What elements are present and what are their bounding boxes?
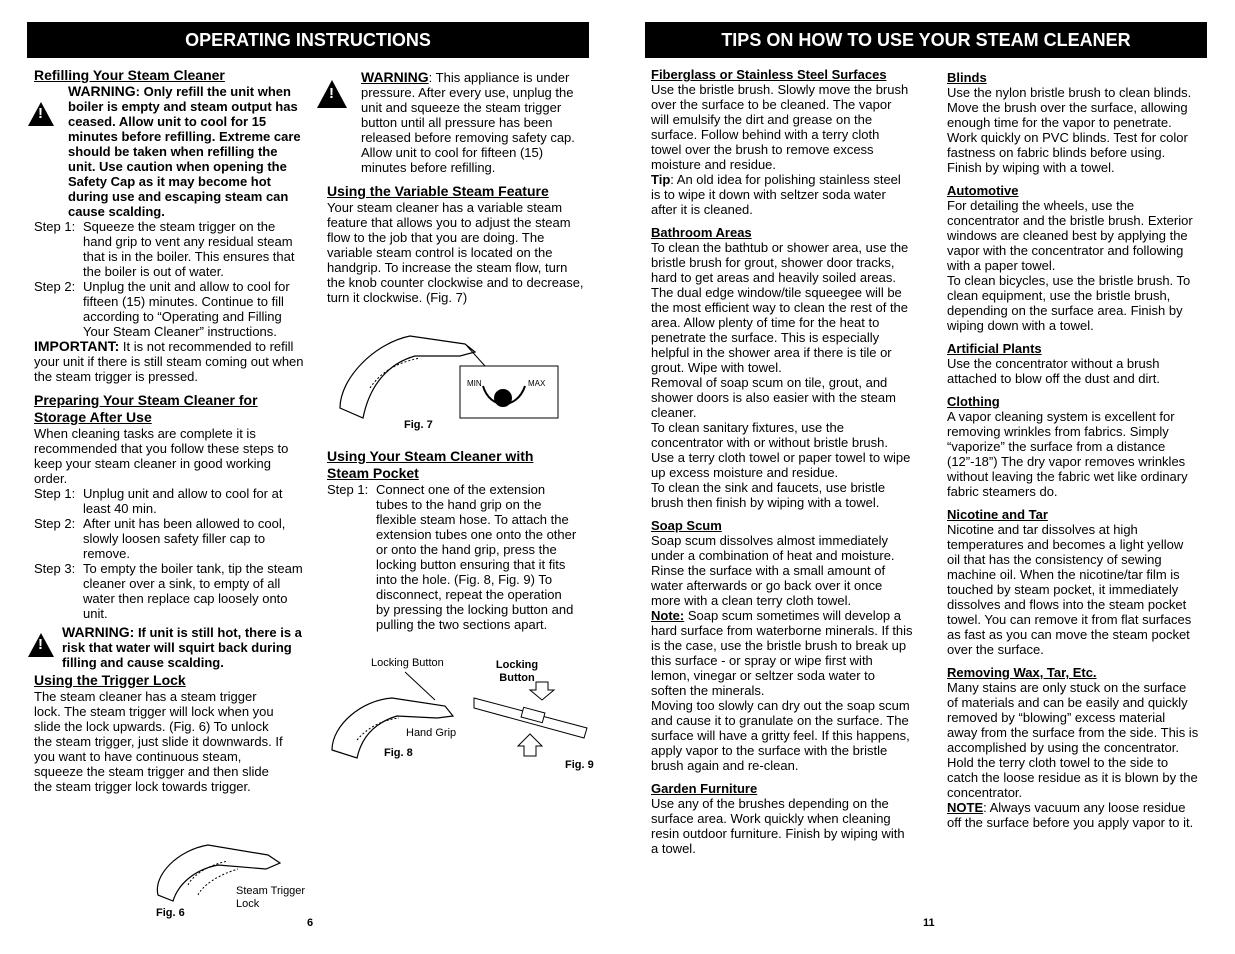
- tip-text: To clean bicycles, use the bristle brush. To clean equipment, use the bristle brush, depending on the surface area. Finish by wiping down with a towel.: [947, 273, 1191, 333]
- tip-heading-nicotine: Nicotine and Tar: [947, 507, 1048, 522]
- right-banner: TIPS ON HOW TO USE YOUR STEAM CLEANER: [645, 22, 1207, 58]
- refill-warning: [34, 84, 306, 219]
- steam-trigger-lock-label: Steam Trigger Lock: [236, 885, 306, 910]
- tip-text: To clean the bathtub or shower area, use the bristle brush for grout, shower door tracks, hard to get areas and heavily soiled areas. The dual edge window/tile squeegee will be the most efficient way to clean the rest of the area. Allow plenty of time for the heat to penetrate the surface. This is especially helpful in the shower area if there is tile or grout. Wipe with towel.: [651, 240, 909, 375]
- warning-icon: !: [28, 102, 54, 126]
- storage-heading: Preparing Your Steam Cleaner for Storage After Use: [34, 392, 258, 425]
- tip-text: To clean sanitary fixtures, use the concentrator with or without bristle brush. Use a terry cloth towel or paper towel to wipe up excess moisture and residue.: [651, 420, 911, 480]
- pocket-step-1: Step 1: Connect one of the extension tubes to the hand grip on the flexible steam hose. To attach the extension tubes one onto the other or onto the hand grip, press the locking button ensuring that it fits into the hole. (Fig. 8, Fig. 9) To disconnect, repeat the operation by pressing the locking button and pulling the two sections apart.: [327, 482, 577, 632]
- storage-step-1: Step 1: Unplug unit and allow to cool for at least 40 min.: [34, 486, 283, 516]
- refill-step-1: Step 1: Squeeze the steam trigger on the hand grip to vent any residual steam that is in the boiler. This ensures that the boiler is out of water.: [34, 219, 295, 279]
- tip-heading-wax: Removing Wax, Tar, Etc.: [947, 665, 1097, 680]
- warning-icon: !: [317, 80, 347, 108]
- variable-heading: Using the Variable Steam Feature: [327, 183, 549, 199]
- fig7-caption: Fig. 7: [404, 419, 433, 431]
- fig6-caption: Fig. 6: [156, 907, 185, 919]
- tip-text: Soap scum dissolves almost immediately under a combination of heat and moisture. Rinse the surface with a small amount of water afterwards or go back over it once more with a clean terry cloth towel.: [651, 533, 895, 608]
- tip-heading-blinds: Blinds: [947, 70, 987, 85]
- tip-heading-soap-scum: Soap Scum: [651, 518, 722, 533]
- storage-step-3: Step 3: To empty the boiler tank, tip the steam cleaner over a sink, to empty of all water then replace cap loosely onto unit.: [34, 561, 303, 621]
- variable-text: Your steam cleaner has a variable steam feature that allows you to adjust the steam flow to the job that you are doing. The variable steam control is located on the handgrip. To increase the steam flow, turn the knob counter clockwise and to decrease, turn it clockwise. (Fig. 7): [327, 200, 584, 305]
- tip-heading-plants: Artificial Plants: [947, 341, 1042, 356]
- tips-column-a: [651, 67, 913, 856]
- warning-text: : Only refill the unit when boiler is empty and steam output has ceased. Allow unit to cool for 15 minutes before refilling. Extreme care should be taken when refilling the unit. Use caution when opening the Safety Cap as it may become hot during use and escaping steam can cause scalding.: [68, 84, 301, 219]
- warning-label: WARNING: [68, 83, 136, 99]
- fig9-caption: Fig. 9: [565, 759, 594, 771]
- pressure-warning: ! WARNING: This appliance is under pressure. After every use, unplug the unit and squeeze the steam trigger button until all pressure has been released before removing safety cap. Allow unit to cool for fifteen (15) minutes before refilling.: [327, 70, 587, 175]
- tip-text: Use the concentrator without a brush attached to blow off the dust and dirt.: [947, 356, 1160, 386]
- warning-icon: !: [28, 633, 54, 657]
- tip-heading-automotive: Automotive: [947, 183, 1019, 198]
- storage-step-2: Step 2: After unit has been allowed to cool, slowly loosen safety filler cap to remove.: [34, 516, 286, 561]
- tip-text: NOTE: Always vacuum any loose residue off the surface before you apply vapor to it.: [947, 800, 1194, 830]
- hand-grip-label: Hand Grip: [406, 727, 457, 739]
- fig8-caption: Fig. 8: [384, 747, 413, 759]
- important-note: IMPORTANT: It is not recommended to refill your unit if there is still steam coming out when the steam trigger is pressed.: [34, 338, 304, 384]
- tip-text: To clean the sink and faucets, use bristle brush then finish by wiping with a towel.: [651, 480, 886, 510]
- min-label: MIN: [467, 379, 482, 388]
- trigger-heading: Using the Trigger Lock: [34, 672, 186, 688]
- refill-step-2: Step 2: Unplug the unit and allow to cool for fifteen (15) minutes. Continue to fill according to “Operating and Filling Your Steam Cleaner” instructions.: [34, 279, 290, 339]
- page-number-right: 11: [923, 917, 935, 929]
- tip-heading-clothing: Clothing: [947, 394, 1000, 409]
- refill-heading: Refilling Your Steam Cleaner: [34, 67, 225, 83]
- fig9-tube-illustration: [472, 680, 592, 760]
- tip-text: Moving too slowly can dry out the soap scum and cause it to granulate on the surface. The surface will have a gritty feel. If this happens, apply vapor to the surface with the bristle brush again and re-clean.: [651, 698, 910, 773]
- tip-text: Tip: An old idea for polishing stainless steel is to wipe it down with seltzer soda water after it is cleaned.: [651, 172, 901, 217]
- tip-heading-garden: Garden Furniture: [651, 781, 758, 796]
- tip-heading-bathroom: Bathroom Areas: [651, 225, 752, 240]
- tip-text: Use the nylon bristle brush to clean blinds. Move the brush over the surface, allowing enough time for the vapor to penetrate. Work quickly on PVC blinds. Test for color fastness on fabric blinds before using. Finish by wiping with a towel.: [947, 85, 1192, 175]
- tip-text: Use any of the brushes depending on the surface area. Work quickly when cleaning resin outdoor furniture. Finish by wiping with a towel.: [651, 796, 905, 856]
- storage-warning: ! WARNING: If unit is still hot, there is a risk that water will squirt back during filling and cause scalding.: [34, 625, 306, 670]
- left-banner: OPERATING INSTRUCTIONS: [27, 22, 589, 58]
- fig7-variable-steam-illustration: [335, 328, 560, 420]
- tip-text: A vapor cleaning system is excellent for removing wrinkles from fabrics. Simply “vaporize” the surface from a distance (12”-18”) The dry vapor removes wrinkles without leaving the fabric wet like ordinary fabric steamers do.: [947, 409, 1188, 499]
- tip-text: Use the bristle brush. Slowly move the brush over the surface to be cleaned. The vapor will emulsify the dirt and grease on the surface. Follow behind with a terry cloth towel over the brush to remove excess moisture and residue.: [651, 82, 909, 172]
- locking-button-label-fig9: Locking Button: [495, 659, 539, 684]
- pocket-section: [327, 448, 579, 632]
- max-label: MAX: [528, 379, 546, 388]
- tip-text: Removal of soap scum on tile, grout, and shower doors is also easier with the steam cleaner.: [651, 375, 896, 420]
- pocket-heading: Using Your Steam Cleaner with Steam Pocket: [327, 448, 534, 481]
- tip-heading-fiberglass: Fiberglass or Stainless Steel Surfaces: [651, 67, 887, 82]
- trigger-text: The steam cleaner has a steam trigger lock. The steam trigger will lock when you slide the lock upwards. (Fig. 6) To unlock the steam trigger, just slide it downwards. If you want to have continuous steam, squeeze the steam trigger and then slide the steam trigger lock towards trigger.: [34, 689, 283, 794]
- tip-text: For detailing the wheels, use the concentrator and the bristle brush. Exterior windows are cleaned best by applying the vapor with the concentrator and following with a paper towel.: [947, 198, 1193, 273]
- tips-column-b: [947, 70, 1199, 830]
- tip-text: Many stains are only stuck on the surface of materials and can be easily and quickly removed by “blowing” excess material away from the surface from the side. This is accomplished by using the concentrator. Hold the terry cloth towel to the side to catch the loose residue as it is blown by the concentrator.: [947, 680, 1199, 800]
- page-number-left: 6: [307, 917, 314, 929]
- middle-column: [327, 70, 587, 305]
- left-column: [34, 67, 306, 794]
- tip-text: Note: Soap scum sometimes will develop a hard surface from waterborne minerals. If this is the case, use the bristle brush to break up this surface - or spray or wipe first with lemon, vinegar or seltzer soda water to soften the minerals.: [651, 608, 913, 698]
- locking-button-label-fig8: Locking Button: [371, 657, 444, 669]
- tip-text: Nicotine and tar dissolves at high temperatures and becomes a light yellow oil that has the consistency of sewing machine oil. When the nicotine/tar film is touched by steam pocket, it immediately dissolves and flows into the steam pocket towel. You can remove it from flat surfaces as fast as you can move the steam pocket over the surface.: [947, 522, 1192, 657]
- storage-intro: When cleaning tasks are complete it is recommended that you follow these steps to keep your steam cleaner in good working order.: [34, 426, 289, 486]
